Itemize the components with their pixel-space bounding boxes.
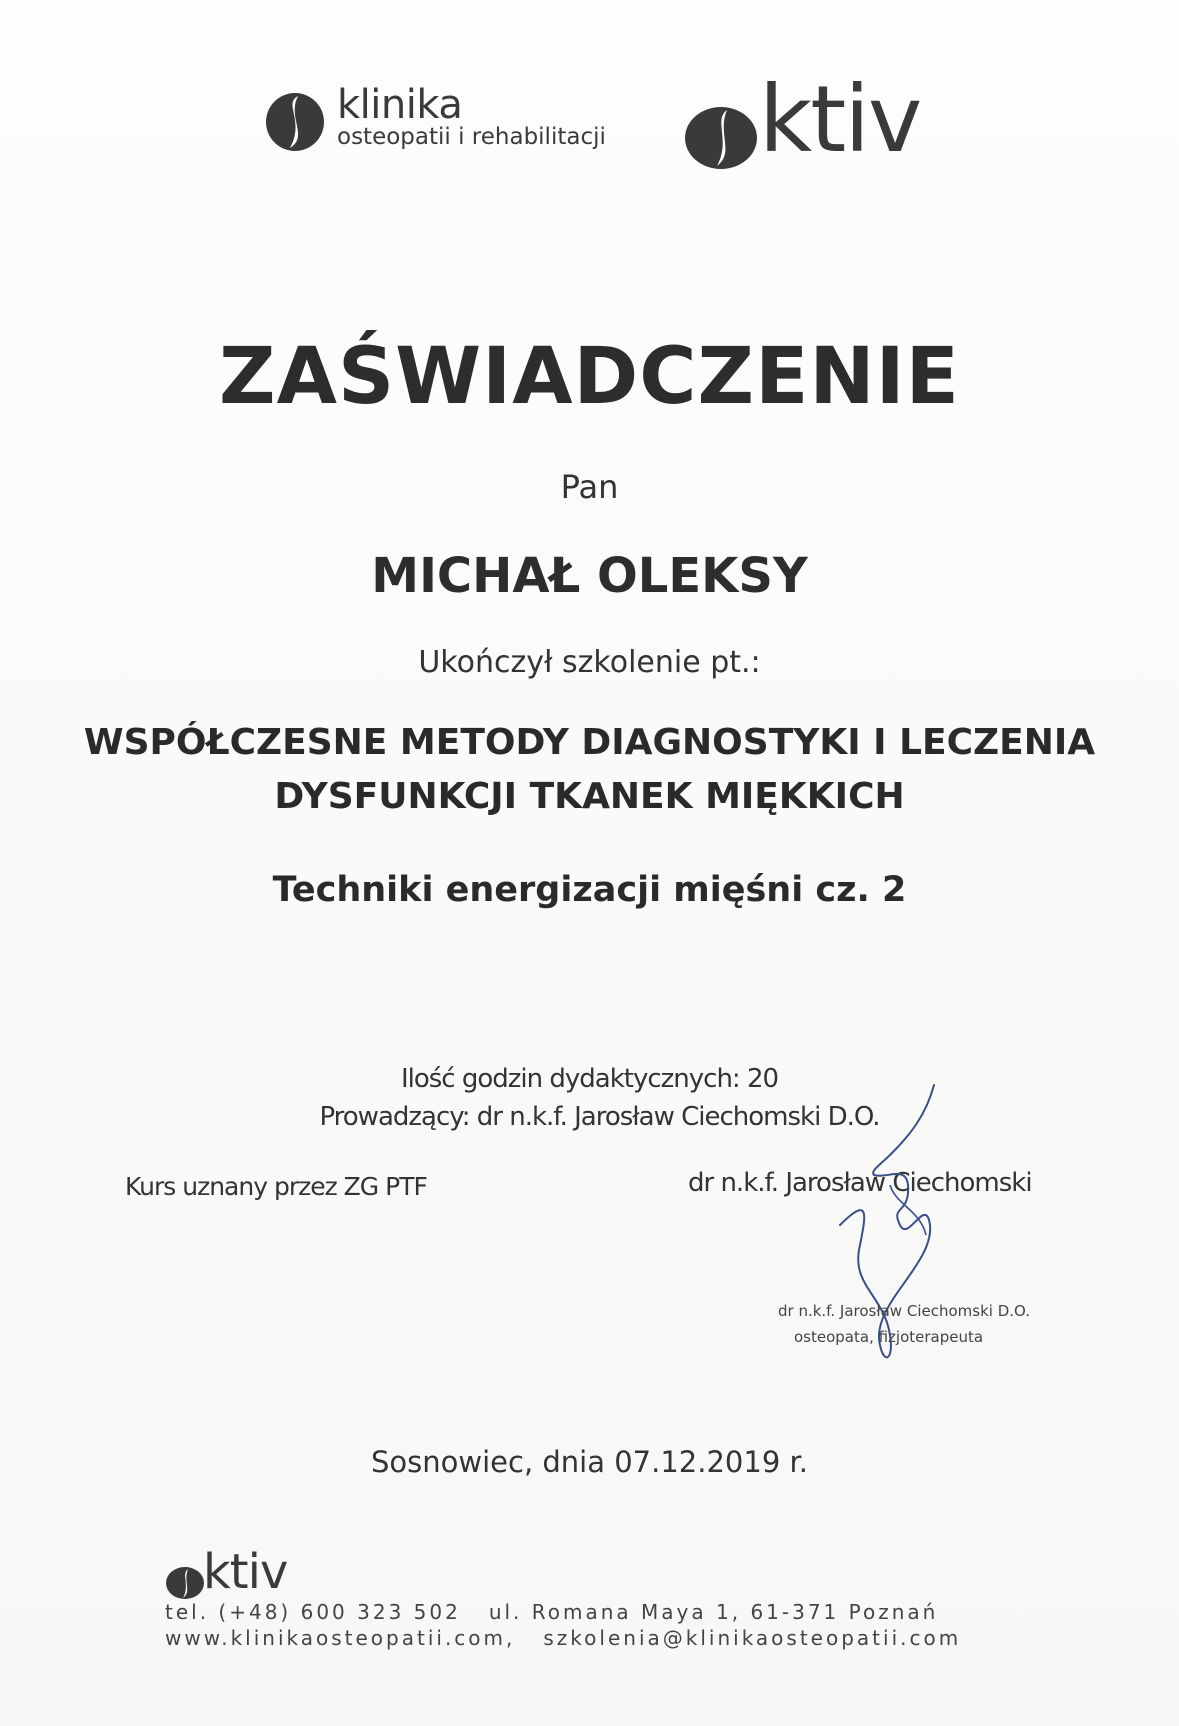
aktiv-logo-icon bbox=[683, 104, 765, 170]
footer-address: ul. Romana Maya 1, 61-371 Poznań bbox=[488, 1600, 939, 1624]
recipient-name: MICHAŁ OLEKSY bbox=[371, 548, 808, 604]
place-and-date: Sosnowiec, dnia 07.12.2019 r. bbox=[371, 1445, 808, 1479]
footer-aktiv-wordmark: ktiv bbox=[203, 1544, 288, 1600]
course-title bbox=[0, 716, 1179, 824]
klinika-name: klinika bbox=[337, 82, 463, 128]
salutation: Pan bbox=[560, 468, 619, 506]
footer-website[interactable]: www.klinikaosteopatii.com, bbox=[165, 1626, 516, 1650]
signer-name: dr n.k.f. Jarosław Ciechomski bbox=[688, 1168, 1032, 1198]
stamp-name: dr n.k.f. Jarosław Ciechomski D.O. bbox=[778, 1302, 1030, 1320]
aktiv-wordmark: ktiv bbox=[759, 66, 921, 173]
klinika-logo-icon bbox=[265, 92, 325, 152]
footer-web-line bbox=[165, 1626, 961, 1650]
course-subtitle: Techniki energizacji mięśni cz. 2 bbox=[272, 870, 907, 910]
document-title: ZAŚWIADCZENIE bbox=[219, 332, 960, 422]
klinika-subtitle: osteopatii i rehabilitacji bbox=[337, 124, 606, 150]
recognition-note: Kurs uznany przez ZG PTF bbox=[125, 1172, 427, 1201]
aktiv-logo bbox=[683, 66, 923, 173]
footer-phone: tel. (+48) 600 323 502 bbox=[165, 1600, 461, 1624]
footer-aktiv-logo bbox=[165, 1544, 365, 1600]
footer-contact-line bbox=[165, 1600, 938, 1624]
klinika-logo bbox=[265, 82, 635, 158]
course-title-line2: DYSFUNKCJI TKANEK MIĘKKICH bbox=[274, 776, 905, 817]
course-title-line1: WSPÓŁCZESNE METODY DIAGNOSTYKI I LECZENIA bbox=[83, 722, 1096, 763]
completed-text: Ukończył szkolenie pt.: bbox=[418, 645, 761, 680]
footer-email[interactable]: szkolenia@klinikaosteopatii.com bbox=[543, 1626, 962, 1650]
instructor: Prowadzący: dr n.k.f. Jarosław Ciechomski D.O. bbox=[319, 1102, 880, 1132]
footer-aktiv-logo-icon bbox=[165, 1566, 207, 1600]
stamp-profession: osteopata, fizjoterapeuta bbox=[794, 1328, 984, 1346]
teaching-hours: Ilość godzin dydaktycznych: 20 bbox=[400, 1064, 779, 1094]
